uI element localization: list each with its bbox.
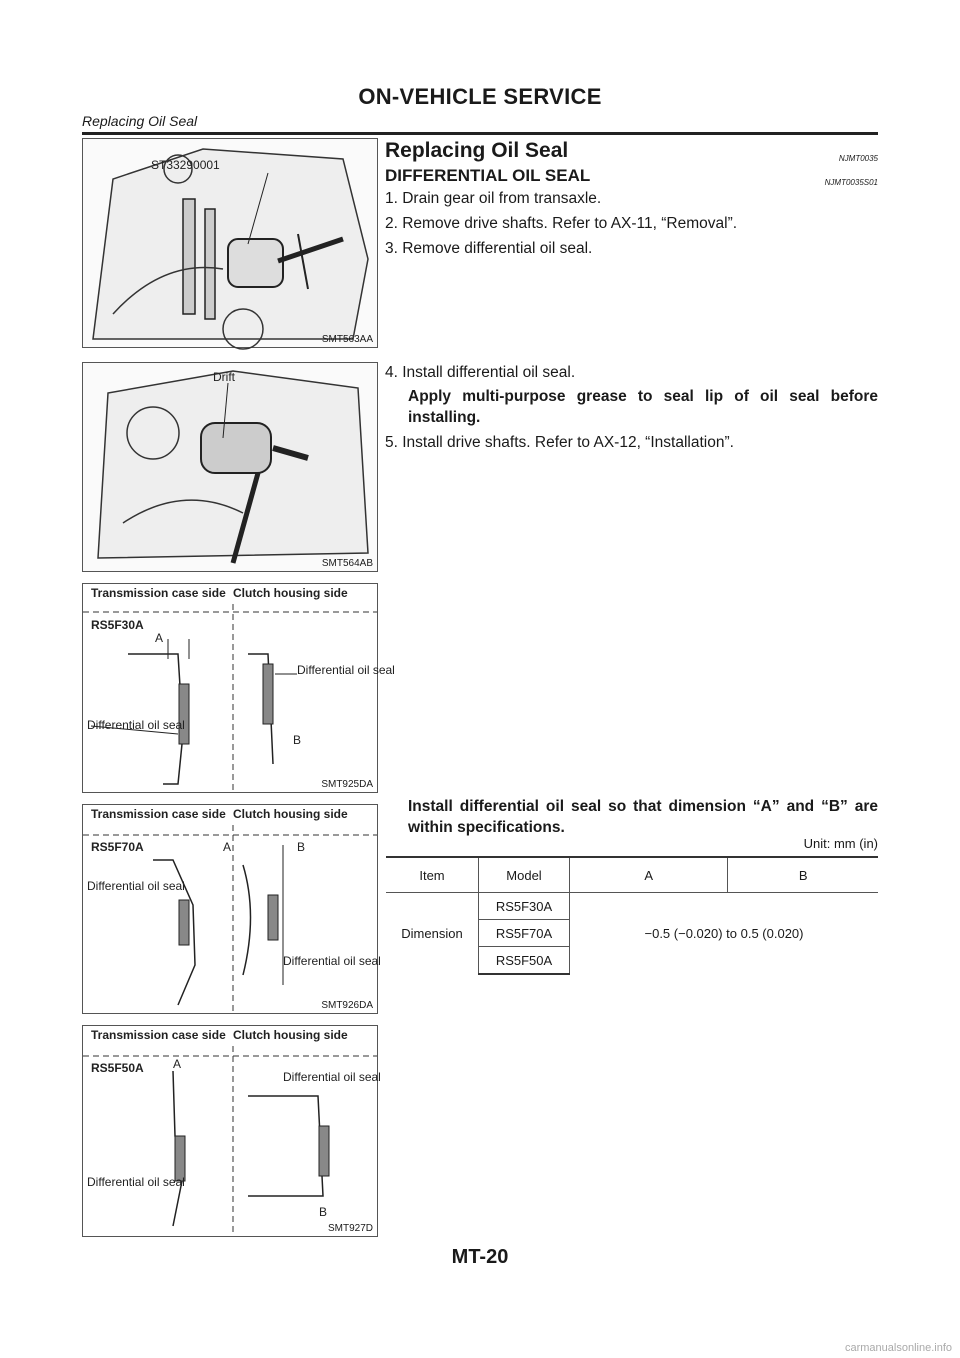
subsection-code: NJMT0035S01 [824,178,878,187]
model-label: RS5F50A [91,1061,144,1075]
subsection-title: DIFFERENTIAL OIL SEAL [385,166,591,185]
seal-label-housing: Differential oil seal [283,1070,381,1084]
dimension-a-label: A [155,631,164,645]
housing-side-label: Clutch housing side [233,807,348,821]
case-side-label: Transmission case side [91,586,226,600]
figure-caption: SMT564AB [321,558,373,569]
seal-label-case: Differential oil seal [87,879,185,893]
unit-label: Unit: mm (in) [803,836,878,851]
table-header-model: Model [479,857,570,893]
page-header-subtitle: Replacing Oil Seal [82,113,198,129]
section-code: NJMT0035 [838,154,878,163]
page-number: MT-20 [451,1246,509,1268]
figure-illustration [83,363,377,571]
dimension-a-label: A [173,1057,182,1071]
seal-label-case: Differential oil seal [87,718,185,732]
figure-illustration [83,805,381,1013]
figure-smt925da [82,583,395,793]
figure-illustration [83,139,377,347]
spec-note: Install differential oil seal so that dimension “A” and “B” are within specifications. [408,798,878,836]
seal-label-housing: Differential oil seal [297,663,395,677]
housing-side-label: Clutch housing side [233,1028,348,1042]
page-header-title: ON-VEHICLE SERVICE [358,84,602,109]
figure-caption: SMT563AA [321,334,373,345]
table-cell-model: RS5F70A [479,920,570,947]
dimension-b-label: B [297,840,306,854]
table-header-b: B [728,857,878,893]
table-row [386,893,878,920]
header-rule [82,132,878,135]
table-cell-value: −0.5 (−0.020) to 0.5 (0.020) [570,893,879,975]
figure-illustration [83,584,395,792]
figure-smt927d [82,1025,381,1237]
table-header-a: A [570,857,728,893]
figure-smt563aa [82,138,378,348]
section-title: Replacing Oil Seal [385,139,569,162]
tool-label: ST33290001 [151,158,220,172]
case-side-label: Transmission case side [91,1028,226,1042]
model-label: RS5F70A [91,840,144,854]
figure-illustration [83,1026,381,1236]
table-header-item: Item [386,857,479,893]
table-cell-item: Dimension [401,926,463,941]
model-label: RS5F30A [91,618,144,632]
figure-caption: SMT927D [327,1223,373,1234]
watermark: carmanualsonline.info [844,1342,952,1354]
step-4-note: Apply multi-purpose grease to seal lip of oil seal before installing. [408,388,878,426]
table-cell-model: RS5F50A [479,947,570,975]
step-3: 3. Remove differential oil seal. [385,240,593,257]
step-5: 5. Install drive shafts. Refer to AX-12, “Installation”. [385,434,734,451]
seal-label-case: Differential oil seal [87,1175,185,1189]
housing-side-label: Clutch housing side [233,586,348,600]
step-1: 1. Drain gear oil from transaxle. [385,190,602,207]
dimension-a-label: A [223,840,232,854]
figure-caption: SMT926DA [321,1000,373,1011]
case-side-label: Transmission case side [91,807,226,821]
figure-smt564ab [82,362,378,572]
dimension-b-label: B [293,733,302,747]
dimension-b-label: B [319,1205,328,1219]
step-2: 2. Remove drive shafts. Refer to AX-11, “Removal”. [385,215,738,232]
spec-table [386,856,878,975]
step-4: 4. Install differential oil seal. [385,364,576,381]
figure-smt926da [82,804,381,1014]
tool-label: Drift [213,370,235,384]
table-cell-model: RS5F30A [479,893,570,920]
seal-label-housing: Differential oil seal [283,954,381,968]
figure-caption: SMT925DA [321,779,373,790]
